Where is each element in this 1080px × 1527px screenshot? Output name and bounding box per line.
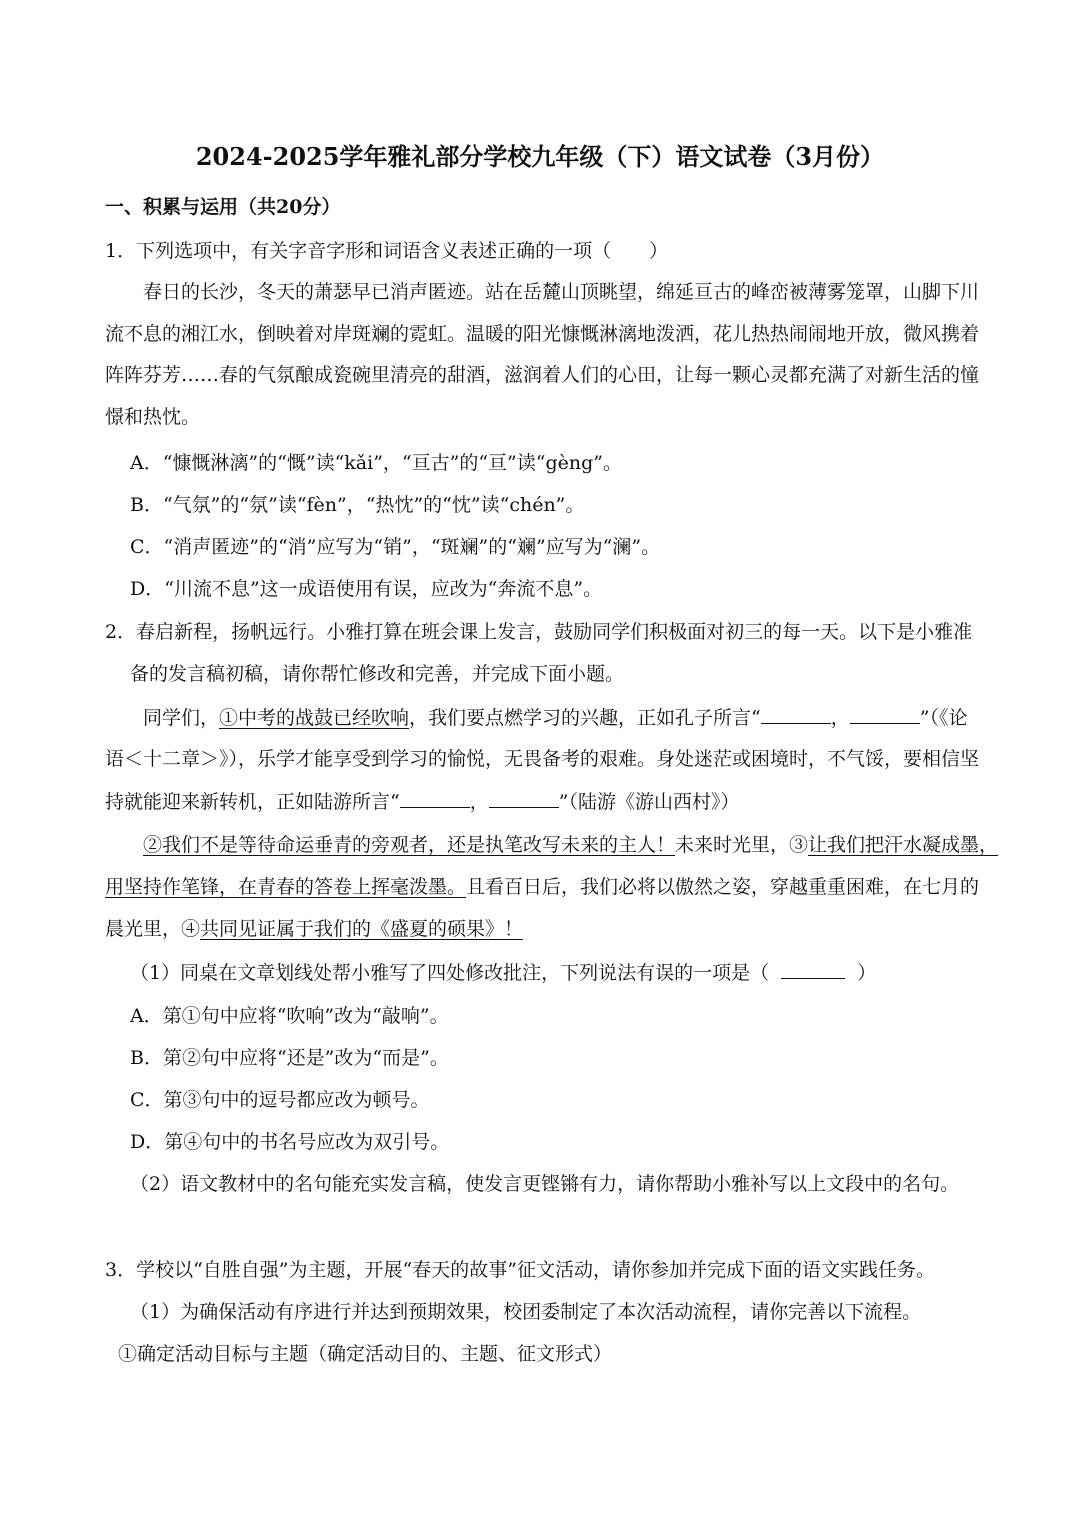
speech-text: ，我们要点燃学习的兴趣，正如孔子所言“	[409, 707, 761, 729]
answer-blank[interactable]	[761, 705, 831, 724]
underline-3: 让我们把汗水凝成墨，	[808, 834, 999, 856]
answer-blank[interactable]	[781, 960, 845, 979]
q2-stem-cont: 备的发言稿初稿，请你帮忙修改和完善，并完成下面小题。	[130, 663, 625, 685]
q2-speech-line	[143, 705, 967, 730]
speech-text: ”（陆游《游山西村》）	[558, 791, 740, 813]
q2-sub1	[130, 960, 876, 985]
q2-speech-line	[105, 875, 979, 899]
speech-text: 持就能迎来新转机，正如陆游所言“	[105, 791, 400, 813]
section-heading: 一、积累与运用（共20分）	[105, 196, 341, 218]
q2-option-a: A．第①句中应将“吹响”改为“敲响”。	[130, 1005, 449, 1027]
speech-text: 晨光里，④	[105, 918, 201, 940]
answer-blank[interactable]	[850, 705, 920, 724]
q1-passage-line: 流不息的湘江水，倒映着对岸斑斓的霓虹。温暖的阳光慷慨淋漓地泼洒，花儿热热闹闹地开放，微风携着	[105, 323, 980, 345]
q1-passage-line: 阵阵芬芳……春的气氛酿成瓷碗里清亮的甜酒，滋润着人们的心田，让每一颗心灵都充满了对新生活的憧	[105, 364, 980, 386]
q1-option-b: B．“气氛”的“氛”读“fèn”，“热忱”的“忱”读“chén”。	[130, 494, 585, 516]
q2-speech-line	[105, 789, 739, 814]
q2-speech-line	[105, 917, 523, 941]
sub1-text: （1）同桌在文章划线处帮小雅写了四处修改批注，下列说法有误的一项是（	[130, 962, 770, 984]
q3-stem: 3．学校以“自胜自强”为主题，开展“春天的故事”征文活动，请你参加并完成下面的语文实践任务。	[105, 1259, 935, 1281]
q1-option-c: C．“消声匿迹”的“消”应写为“销”，“斑斓”的“斓”应写为“澜”。	[130, 536, 661, 558]
speech-text: ”（《论	[919, 707, 968, 729]
q2-option-b: B．第②句中应将“还是”改为“而是”。	[130, 1047, 449, 1069]
answer-blank[interactable]	[400, 789, 470, 808]
speech-text: 未来时光里，③	[675, 834, 809, 856]
q1-passage-line: 憬和热忱。	[105, 406, 201, 428]
underline-4: 共同见证属于我们的《盛夏的硕果》！	[200, 918, 524, 940]
q2-speech-line	[143, 833, 998, 857]
sub1-end: ）	[857, 962, 877, 984]
q1-option-a: A．“慷慨淋漓”的“慨”读“kǎi”，“亘古”的“亘”读“gèng”。	[130, 452, 623, 474]
q2-sub2: （2）语文教材中的名句能充实发言稿，使发言更铿锵有力，请你帮助小雅补写以上文段中的名句。	[130, 1173, 960, 1195]
speech-text: 且看百日后，我们必将以傲然之姿，穿越重重困难，在七月的	[466, 876, 980, 898]
speech-text: ，	[469, 791, 489, 813]
underline-3: 用坚持作笔锋，在青春的答卷上挥毫泼墨。	[105, 876, 467, 898]
q1-passage-line: 春日的长沙，冬天的萧瑟早已消声匿迹。站在岳麓山顶眺望，绵延亘古的峰峦被薄雾笼罩，山脚下川	[143, 281, 980, 303]
underline-1: ①中考的战鼓已经吹响	[219, 707, 410, 729]
q2-option-c: C．第③句中的逗号都应改为顿号。	[130, 1089, 430, 1111]
speech-text: 同学们，	[143, 707, 220, 729]
q3-step1: ①确定活动目标与主题（确定活动目的、主题、征文形式）	[118, 1343, 613, 1365]
q2-option-d: D．第④句中的书名号应改为双引号。	[130, 1131, 450, 1153]
underline-2: ②我们不是等待命运垂青的旁观者，还是执笔改写未来的主人！	[143, 834, 676, 856]
q3-sub1: （1）为确保活动有序进行并达到预期效果，校团委制定了本次活动流程，请你完善以下流程。	[130, 1301, 922, 1323]
exam-title: 2024-2025学年雅礼部分学校九年级（下）语文试卷（3月份）	[195, 142, 885, 171]
q2-stem: 2．春启新程，扬帆远行。小雅打算在班会课上发言，鼓励同学们积极面对初三的每一天。以下是小雅准	[105, 621, 973, 643]
q1-stem: 1．下列选项中，有关字音字形和词语含义表述正确的一项（ ）	[105, 240, 669, 262]
q1-option-d: D．“川流不息”这一成语使用有误，应改为“奔流不息”。	[130, 578, 603, 600]
speech-text: ，	[830, 707, 850, 729]
answer-blank[interactable]	[489, 789, 559, 808]
q2-speech-line: 语＜十二章＞》），乐学才能享受到学习的愉悦，无畏备考的艰难。身处迷茫或困境时，不气馁，要相信坚	[105, 748, 980, 770]
